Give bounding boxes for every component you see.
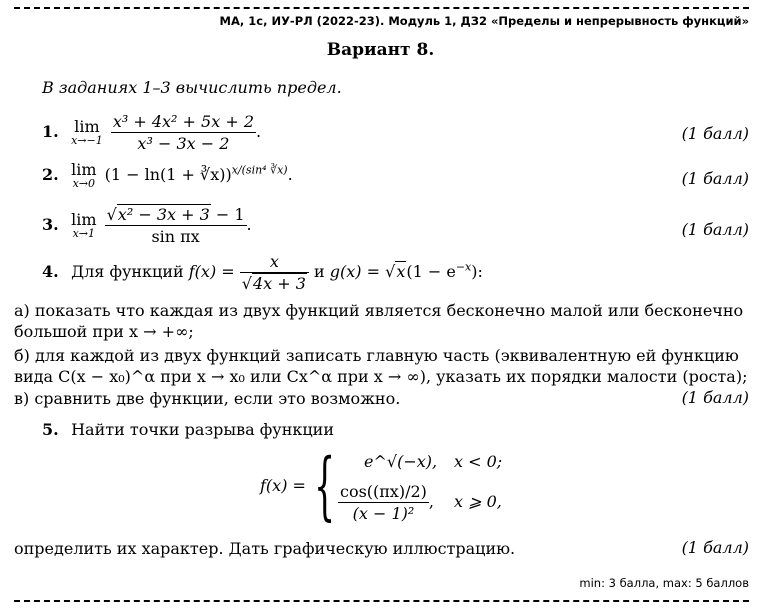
task-number: 4. <box>42 262 59 281</box>
task-4: 4. Для функций f(x) = $\frac{x}{√4x + 3}$ и $g(x) = √x(1 - e^{-x})$: <box>42 252 483 293</box>
expression: (1 − ln(1 + ∛x)) <box>104 165 232 184</box>
task-number: 2. <box>42 165 59 184</box>
score-range: min: 3 балла, max: 5 баллов <box>579 576 749 590</box>
numerator: x³ + 4x² + 5x + 2 <box>112 112 254 131</box>
f-fraction: $\frac{x}{√4x + 3}$ <box>240 252 309 293</box>
case-1-condition: x < 0; <box>454 452 503 471</box>
task-5: 5. Найти точки разрыва функции <box>42 420 334 439</box>
intro-text: В заданиях 1–3 вычислить предел. <box>42 78 342 97</box>
task-4-score: (1 балл) <box>681 388 749 407</box>
course-header: МА, 1с, ИУ-РЛ (2022-23). Модуль 1, ДЗ2 «Пределы и непрерывность функций» <box>219 14 749 28</box>
task-number: 5. <box>42 420 59 439</box>
piecewise-lhs: f(x) = <box>260 476 306 495</box>
task-3: 3. lim x→1 $\frac{\text{√x² − 3x + 3 − 1}}{\text{sin πx}}$ . <box>42 205 252 246</box>
limit-operator: lim x→0 <box>71 160 97 190</box>
brace: { <box>314 443 336 529</box>
exponent: x/(sin⁴ ∛x) <box>231 163 288 177</box>
task-number: 3. <box>42 215 59 234</box>
task-1: 1. lim x→−1 $\frac{\text{x³ + 4x² + 5x + 2}}{\text{x³ − 3x − 2}}$ . <box>42 112 262 153</box>
task-3-score: (1 балл) <box>681 220 749 239</box>
piecewise-function <box>256 443 516 530</box>
variant-title: Вариант 8. <box>326 40 435 60</box>
fraction <box>111 112 256 153</box>
task-4-part-b: б) для каждой из двух функций записать главную часть (эквивалентную ей функцию вида C(x − x₀)^α при x → x₀ или Cx^α при x → ∞), указать их порядки малости (роста); <box>14 346 748 386</box>
numerator: √x² − 3x + 3 − 1 <box>106 205 245 224</box>
denominator: sin πx <box>151 227 200 246</box>
top-dashed-line <box>14 7 749 9</box>
fraction <box>105 205 247 246</box>
case-1-expression: e^√(−x), <box>364 452 438 471</box>
task-2-score: (1 балл) <box>681 169 749 188</box>
case-2-expression: $\frac{\cos((\pi x)/2)}{\text{(x − 1)²}}$ , <box>340 482 434 523</box>
task-1-score: (1 балл) <box>681 124 749 143</box>
task-4-part-c: в) сравнить две функции, если это возможно. <box>14 389 401 408</box>
task-4-part-a: а) показать что каждая из двух функций является бесконечно малой или бесконечно большой при x → +∞; <box>14 301 744 341</box>
task-5-score: (1 балл) <box>681 538 749 557</box>
denominator: x³ − 3x − 2 <box>137 134 230 153</box>
task-number: 1. <box>42 122 59 141</box>
limit-operator: lim x→−1 <box>71 117 103 147</box>
bottom-dashed-line <box>14 600 749 602</box>
task-2: 2. lim x→0 (1 − ln(1 + ∛x))$^{x/(sin^4 ∛x)}$. <box>42 160 293 190</box>
limit-operator: lim x→1 <box>71 210 97 240</box>
case-2-condition: x ⩾ 0, <box>454 492 502 511</box>
task-5-continuation: определить их характер. Дать графическую иллюстрацию. <box>14 539 516 558</box>
